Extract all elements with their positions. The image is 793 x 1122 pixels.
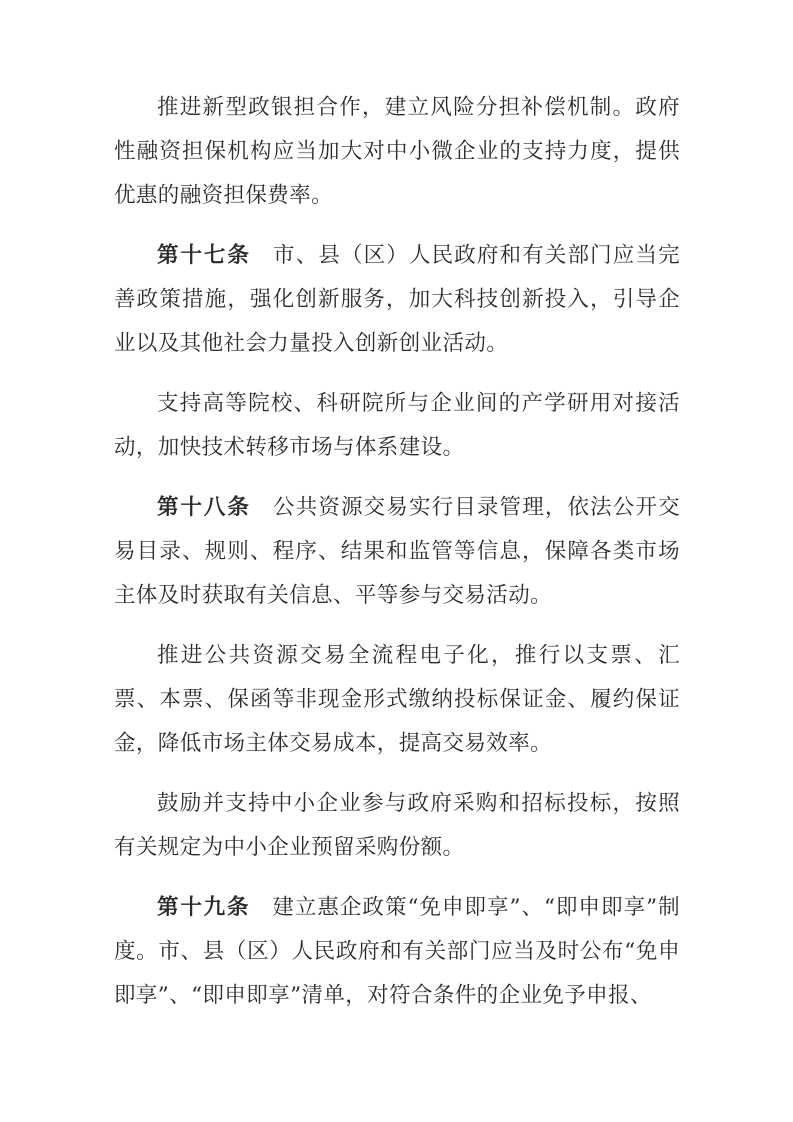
paragraph	[114, 486, 680, 618]
paragraph	[114, 634, 680, 766]
paragraph	[114, 382, 680, 470]
paragraph-text: 推进新型政银担合作，建立风险分担补偿机制。政府性融资担保机构应当加大对中小微企业的支持力度，提供优惠的融资担保费率。	[114, 95, 680, 208]
paragraph-text: 建立惠企政策“免申即享”、“即申即享”制度。市、县（区）人民政府和有关部门应当及时公布“免申即享”、“即申即享”清单，对符合条件的企业免予申报、	[114, 895, 680, 1008]
paragraph	[114, 234, 680, 366]
paragraph-text: 推进公共资源交易全流程电子化，推行以支票、汇票、本票、保函等非现金形式缴纳投标保证金、履约保证金，降低市场主体交易成本，提高交易效率。	[114, 643, 680, 756]
paragraph-text: 支持高等院校、科研院所与企业间的产学研用对接活动，加快技术转移市场与体系建设。	[114, 391, 680, 460]
paragraph-text: 市、县（区）人民政府和有关部门应当完善政策措施，强化创新服务，加大科技创新投入，引导企业以及其他社会力量投入创新创业活动。	[114, 243, 681, 356]
document-body	[114, 86, 680, 1034]
article-label: 第十七条	[157, 243, 251, 268]
paragraph-text: 公共资源交易实行目录管理，依法公开交易目录、规则、程序、结果和监管等信息，保障各类市场主体及时获取有关信息、平等参与交易活动。	[114, 495, 681, 608]
paragraph	[114, 86, 680, 218]
article-label: 第十九条	[157, 895, 251, 920]
paragraph	[114, 886, 680, 1018]
paragraph	[114, 782, 680, 870]
article-label: 第十八条	[157, 495, 251, 520]
paragraph-text: 鼓励并支持中小企业参与政府采购和招标投标，按照有关规定为中小企业预留采购份额。	[114, 791, 680, 860]
